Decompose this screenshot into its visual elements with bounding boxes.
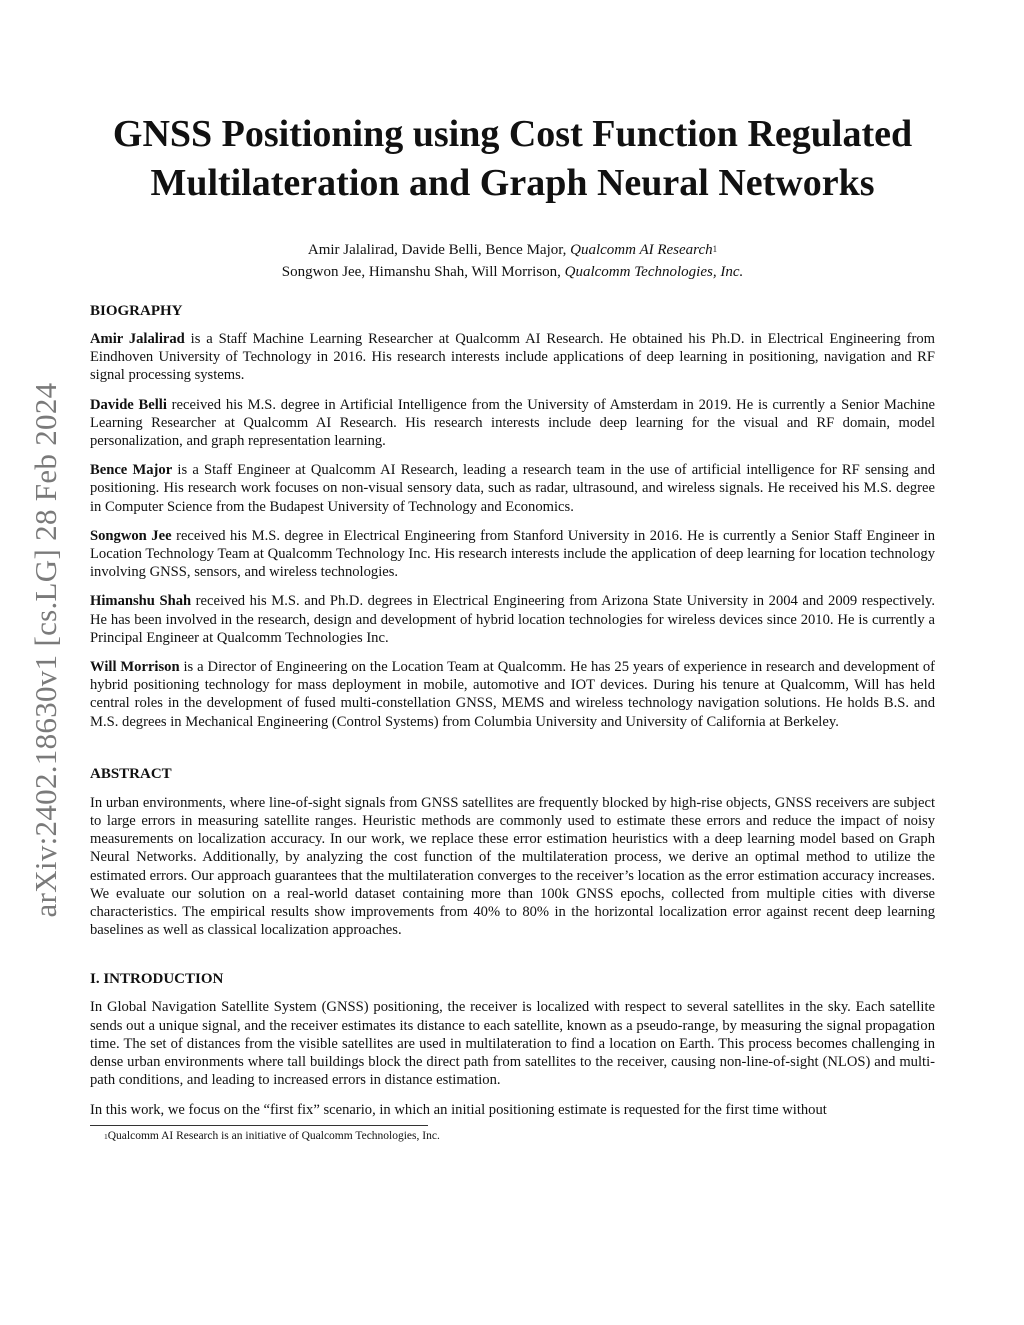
introduction-heading: I. INTRODUCTION bbox=[90, 971, 224, 988]
biography-text: received his M.S. and Ph.D. degrees in Electrical Engineering from Arizona State University in 2004 and 2009 respectively. He has been involved in the research, design and development of hybrid location technologies for wireless devices since 2010. He is currently a Principal Engineer at Qualcomm Technologies Inc. bbox=[90, 593, 936, 646]
paper-title-line-1: GNSS Positioning using Cost Function Regulated bbox=[112, 113, 913, 155]
biography-text: is a Director of Engineering on the Location Team at Qualcomm. He has 25 years of experience in research and development of hybrid positioning technology for mass deployment in mobile, automotive and IOT devices. During his tenure at Qualcomm, Will has held central roles in the development of fused multi-constellation GNSS, MEMS and wireless technology navigation solutions. He holds B.S. and M.S. degrees in Mechanical Engineering (Control Systems) from Columbia University and University of California at Berkeley. bbox=[90, 659, 935, 730]
author-block bbox=[90, 239, 935, 283]
biography-entry bbox=[90, 396, 935, 451]
biography-name: Bence Major bbox=[90, 462, 173, 479]
author-affiliation-1: Qualcomm AI Research bbox=[570, 242, 713, 258]
footnote-divider bbox=[90, 1125, 428, 1126]
biography-text: received his M.S. degree in Electrical Engineering from Stanford University in 2016. He is currently a Senior Staff Engineer in Location Technology Team at Qualcomm Technology Inc. His research interests include the application of deep learning for location technology involving GNSS, sensors, and wireless technologies. bbox=[90, 527, 935, 581]
paper-page bbox=[90, 110, 935, 1144]
author-names-1: Amir Jalalirad, Davide Belli, Bence Major, bbox=[307, 242, 571, 258]
biography-entry bbox=[90, 592, 935, 647]
biography-section bbox=[90, 301, 935, 731]
biography-name: Himanshu Shah bbox=[90, 593, 192, 610]
biography-entry bbox=[90, 527, 935, 582]
biography-entry bbox=[90, 461, 935, 516]
biography-name: Songwon Jee bbox=[90, 527, 172, 544]
biography-entry bbox=[90, 330, 935, 385]
introduction-paragraph-2: In this work, we focus on the “first fix” scenario, in which an initial positioning estimate is requested for the first time without bbox=[90, 1101, 827, 1118]
biography-heading: BIOGRAPHY bbox=[90, 303, 183, 319]
abstract-text: In urban environments, where line-of-sight signals from GNSS satellites are frequently blocked by high-rise objects, GNSS receivers are subject to large errors in measuring satellite ranges. Heuristic methods are commonly used to estimate these errors and reduce the impact of noisy measurements on localization accuracy. In our work, we replace these error estimation heuristics with a deep learning model based on Graph Neural Networks. Additionally, by analyzing the cost function of the multilateration process, we derive an optimal method to utilize the estimated errors. Our approach guarantees that the multilateration converges to the receiver’s location as the error estimation accuracy increases. We evaluate our solution on a real-world dataset containing more than 100k GNSS epochs, collected from multiple cities with diverse characteristics. The empirical results show improvements from 40% to 80% in the horizontal localization error against recent deep learning baselines as well as classical localization approaches. bbox=[90, 794, 935, 939]
biography-entry bbox=[90, 658, 935, 731]
author-affiliation-2: Qualcomm Technologies, Inc. bbox=[564, 264, 744, 280]
biography-text: is a Staff Engineer at Qualcomm AI Research, leading a research team in the use of artificial intelligence for RF sensing and positioning. His research work focuses on non-visual sensory data, such as radar, ultrasound, and wireless signals. He received his M.S. degree in Computer Science from the Budapest University of Technology and Economics. bbox=[90, 462, 935, 515]
author-line-1 bbox=[90, 239, 935, 261]
biography-name: Will Morrison bbox=[90, 659, 180, 676]
introduction-paragraph-1: In Global Navigation Satellite System (GNSS) positioning, the receiver is localized with respect to several satellites in the sky. Each satellite sends out a unique signal, and the receiver estimates its distance to each satellite, known as a pseudo-range, by measuring the signal propagation time. The set of distances from the visible satellites are used in multilateration to find a location on Earth. This process becomes challenging in dense urban environments where tall buildings block the direct path from satellites to the receiver, causing non-line-of-sight (NLOS) and multi-path conditions, and leading to increased errors in distance estimation. bbox=[90, 999, 935, 1089]
biography-text: received his M.S. degree in Artificial Intelligence from the University of Amsterdam in 2019. He is currently a Senior Machine Learning Researcher at Qualcomm AI Research. His research interests include deep learning for the visual and RF domain, model personalization, and graph representation learning. bbox=[90, 396, 935, 450]
biography-name: Amir Jalalirad bbox=[90, 331, 185, 347]
arxiv-identifier-stamp: arXiv:2402.18630v1 [cs.LG] 28 Feb 2024 bbox=[28, 382, 63, 918]
affiliation-footnote-mark: 1 bbox=[712, 244, 718, 254]
author-line-2 bbox=[90, 261, 935, 283]
author-names-2: Songwon Jee, Himanshu Shah, Will Morrison, bbox=[281, 264, 565, 280]
footnote bbox=[90, 1129, 935, 1144]
footnote-mark: 1 bbox=[104, 1131, 108, 1141]
biography-name: Davide Belli bbox=[90, 396, 167, 413]
abstract-section bbox=[90, 764, 935, 940]
introduction-section bbox=[90, 969, 935, 1118]
biography-text: is a Staff Machine Learning Researcher at Qualcomm AI Research. He obtained his Ph.D. in Electrical Engineering from Eindhoven University of Technology in 2016. His research interests include applications of deep learning in positioning, navigation and RF signal processing systems. bbox=[90, 331, 935, 384]
paper-title bbox=[90, 110, 935, 208]
abstract-heading: ABSTRACT bbox=[90, 765, 172, 782]
paper-title-line-2: Multilateration and Graph Neural Networks bbox=[150, 162, 875, 204]
footnote-text: Qualcomm AI Research is an initiative of Qualcomm Technologies, Inc. bbox=[107, 1129, 440, 1142]
